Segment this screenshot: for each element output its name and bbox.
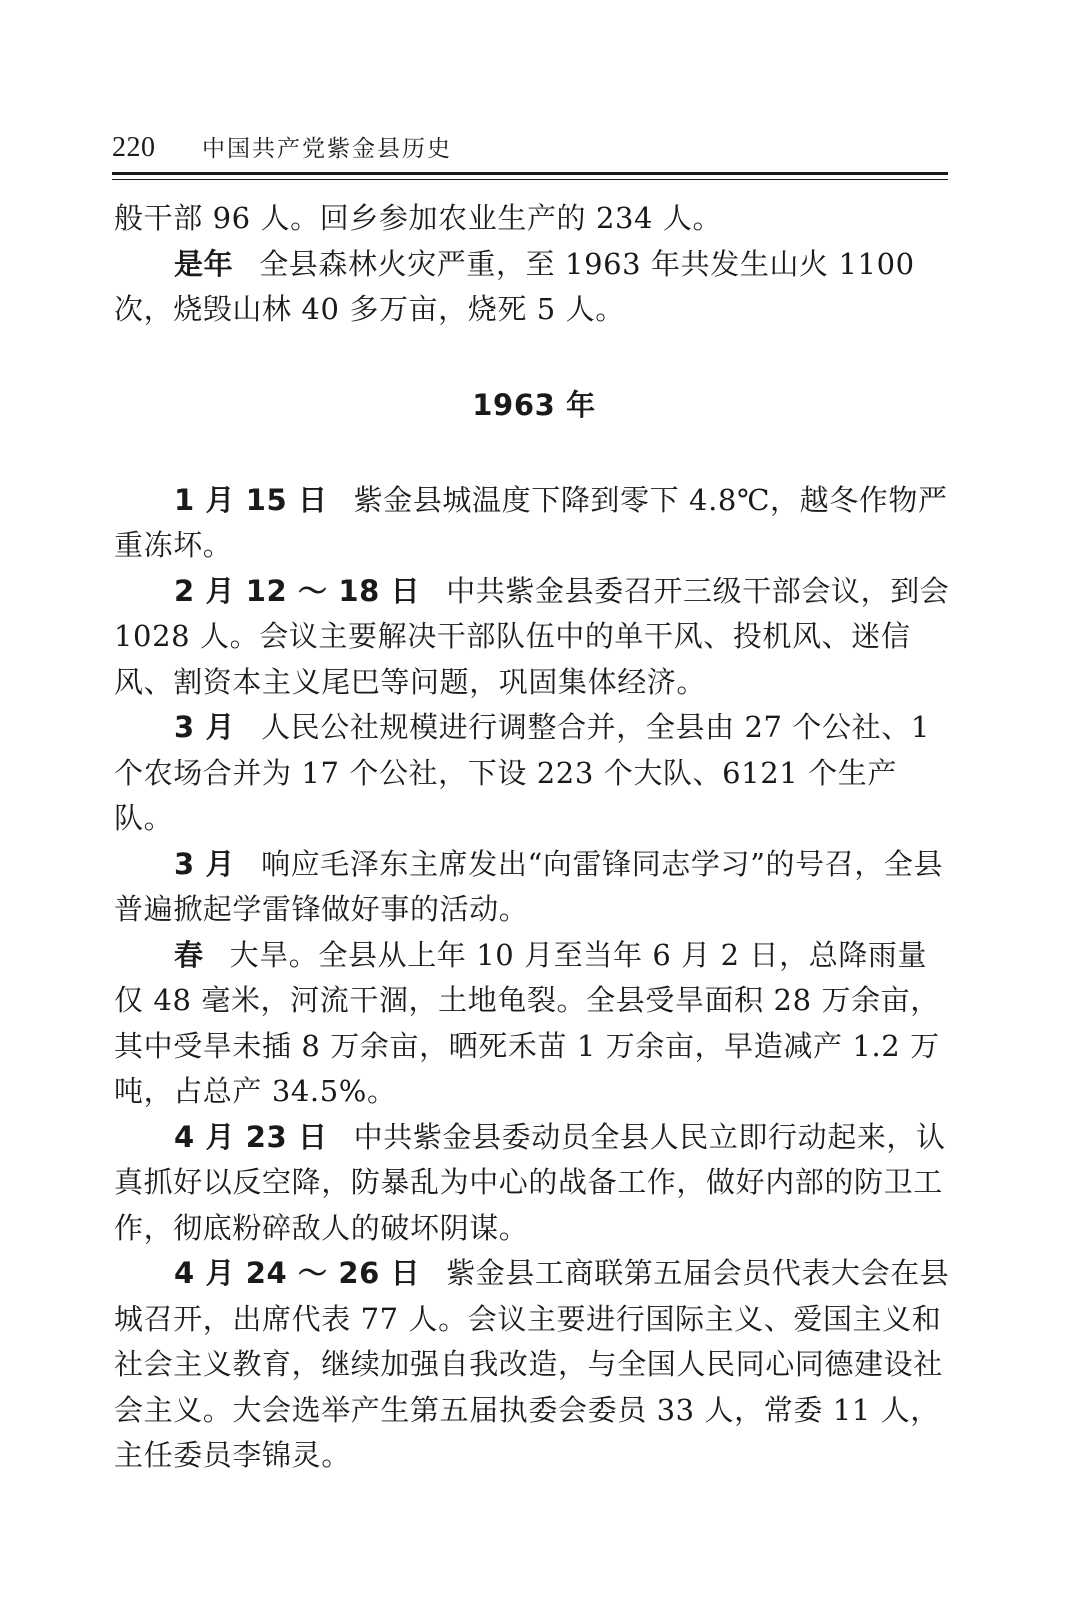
entry-paragraph — [114, 842, 954, 933]
entry-text: 紫金县工商联第五届会员代表大会在县城召开，出席代表 77 人。会议主要进行国际主义、爱国主义和社会主义教育，继续加强自我改造，与全国人民同心同德建设社会主义。大会选举产生第五届执委会委员 33 人，常委 11 人，主任委员李锦灵。 — [114, 1256, 950, 1472]
entry-text: 紫金县城温度下降到零下 4.8℃，越冬作物严重冻坏。 — [114, 482, 948, 562]
entry-paragraph — [114, 569, 954, 706]
continuation-paragraph: 般干部 96 人。回乡参加农业生产的 234 人。 — [114, 201, 723, 235]
running-title: 中国共产党紫金县历史 — [202, 136, 452, 162]
body-text — [114, 196, 954, 1479]
entry-paragraph — [114, 1251, 954, 1479]
section-heading: 1963 年 — [472, 387, 596, 422]
entry-text: 全县森林火灾严重，至 1963 年共发生山火 1100 次，烧毁山林 40 多万亩，烧死 5 人。 — [114, 246, 915, 326]
entry-text: 响应毛泽东主席发出“向雷锋同志学习”的号召，全县普遍掀起学雷锋做好事的活动。 — [114, 846, 944, 926]
entry-paragraph — [114, 705, 954, 842]
entry-paragraph — [114, 478, 954, 569]
page-header — [112, 130, 947, 170]
entry-date: 是年 — [174, 246, 234, 281]
entry-text: 大旱。全县从上年 10 月至当年 6 月 2 日，总降雨量仅 48 毫米，河流干涸，土地龟裂。全县受旱面积 28 万余亩，其中受旱未插 8 万余亩，晒死禾苗 1 万余亩，早造减产 1.2 万吨，占总产 34.5%。 — [114, 937, 940, 1108]
entry-text: 中共紫金县委召开三级干部会议，到会 1028 人。会议主要解决干部队伍中的单干风、投机风、迷信风、割资本主义尾巴等问题，巩固集体经济。 — [114, 573, 950, 699]
entry-text: 人民公社规模进行调整合并，全县由 27 个公社、1 个农场合并为 17 个公社，下设 223 个大队、6121 个生产队。 — [114, 710, 930, 835]
entry-paragraph — [114, 1115, 954, 1252]
header-rule-thin — [112, 179, 948, 180]
entry-date: 2 月 12 ～ 18 日 — [174, 573, 421, 608]
entry-date: 3 月 — [174, 710, 236, 744]
entry-date: 1 月 15 日 — [174, 482, 328, 517]
entry-text: 中共紫金县委动员全县人民立即行动起来，认真抓好以反空降，防暴乱为中心的战备工作，做好内部的防卫工作，彻底粉碎敌人的破坏阴谋。 — [114, 1119, 946, 1245]
entry-date: 4 月 24 ～ 26 日 — [174, 1256, 421, 1290]
page-number: 220 — [112, 132, 156, 163]
entry-paragraph — [114, 933, 954, 1115]
entry-paragraph-shinian — [114, 242, 954, 333]
header-rule-thick — [112, 172, 948, 175]
entry-date: 春 — [174, 937, 204, 972]
entry-date: 4 月 23 日 — [174, 1119, 328, 1154]
entry-date: 3 月 — [174, 846, 236, 881]
